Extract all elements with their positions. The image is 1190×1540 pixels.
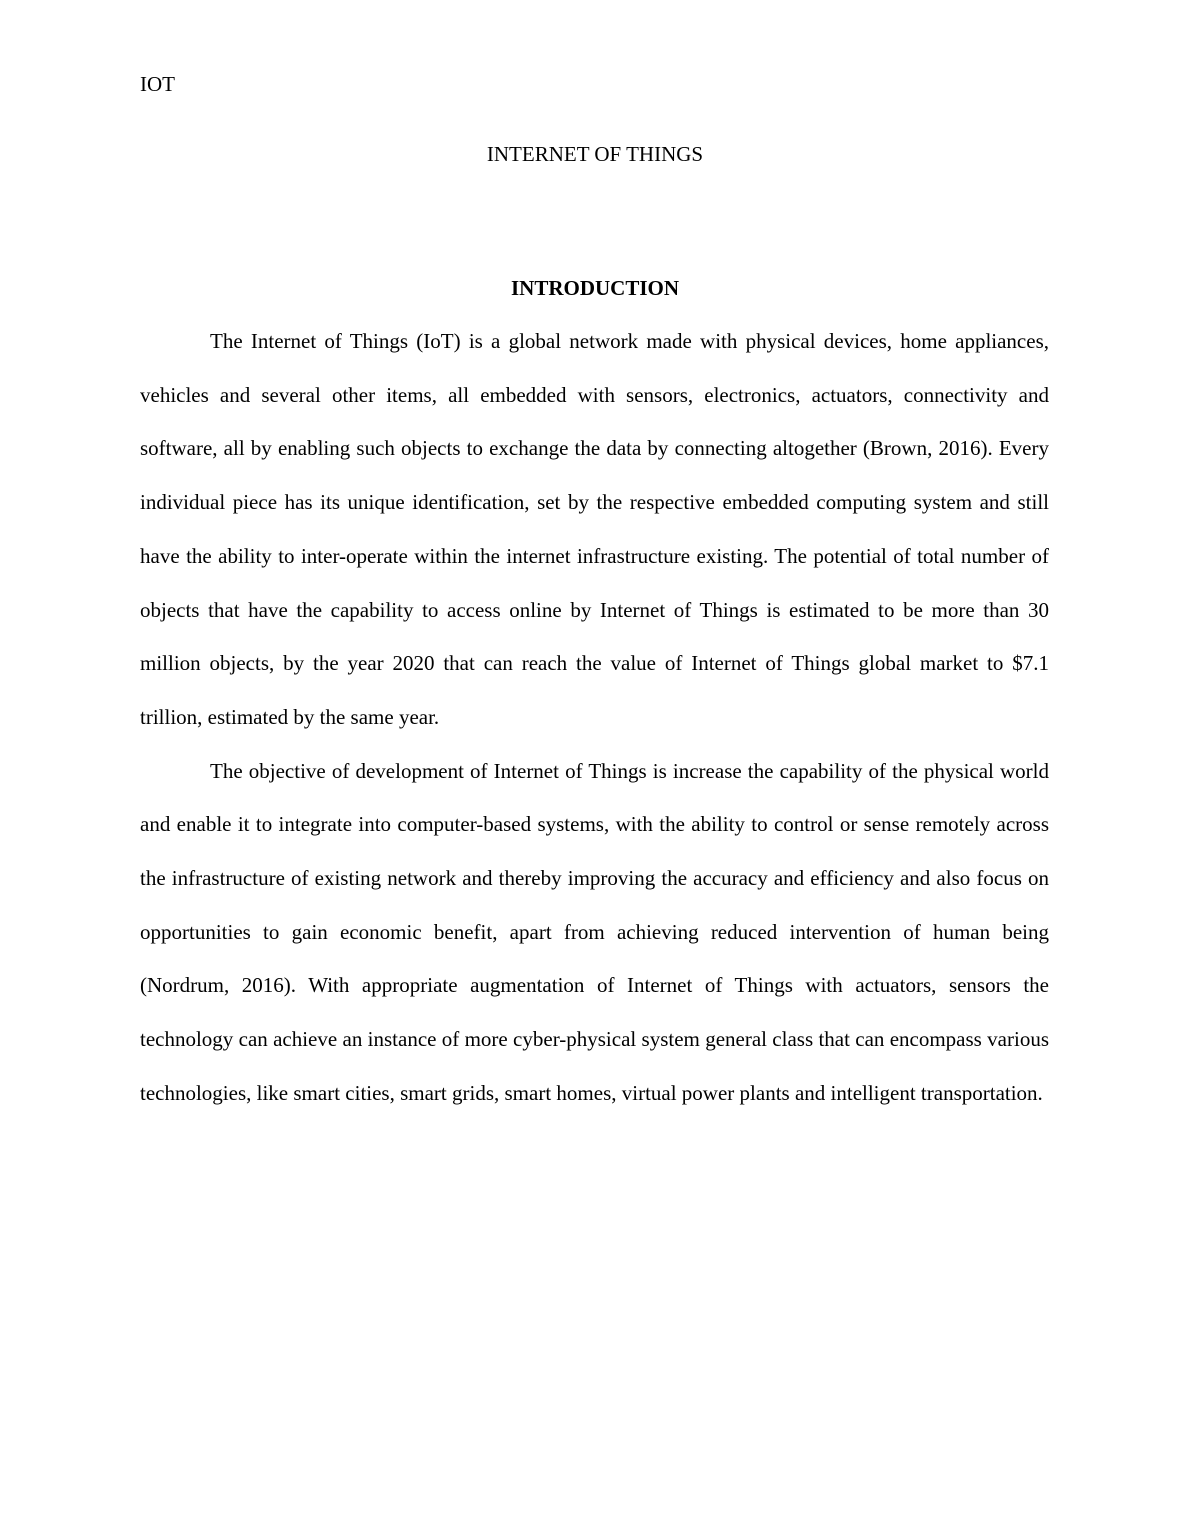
body-text [140,315,1049,1121]
paragraph-2: The objective of development of Internet of Things is increase the capability of the physical world and enable it to integrate into computer-based systems, with the ability to control or sense remotely across the infrastructure of existing network and thereby improving the accuracy and efficiency and also focus on opportunities to gain economic benefit, apart from achieving reduced intervention of human being (Nordrum, 2016). With appropriate augmentation of Internet of Things with actuators, sensors the technology can achieve an instance of more cyber-physical system general class that can encompass various technologies, like smart cities, smart grids, smart homes, virtual power plants and intelligent transportation. [140,758,1049,1105]
running-head: IOT [140,72,175,96]
section-heading-introduction: INTRODUCTION [510,276,680,300]
document-title: INTERNET OF THINGS [486,142,704,166]
paragraph-1: The Internet of Things (IoT) is a global network made with physical devices, home appliances, vehicles and several other items, all embedded with sensors, electronics, actuators, connectivity and software, all by enabling such objects to exchange the data by connecting altogether (Brown, 2016). Every individual piece has its unique identification, set by the respective embedded computing system and still have the ability to inter-operate within the internet infrastructure existing. The potential of total number of objects that have the capability to access online by Internet of Things is estimated to be more than 30 million objects, by the year 2020 that can reach the value of Internet of Things global market to $7.1 trillion, estimated by the same year. [140,329,1049,729]
